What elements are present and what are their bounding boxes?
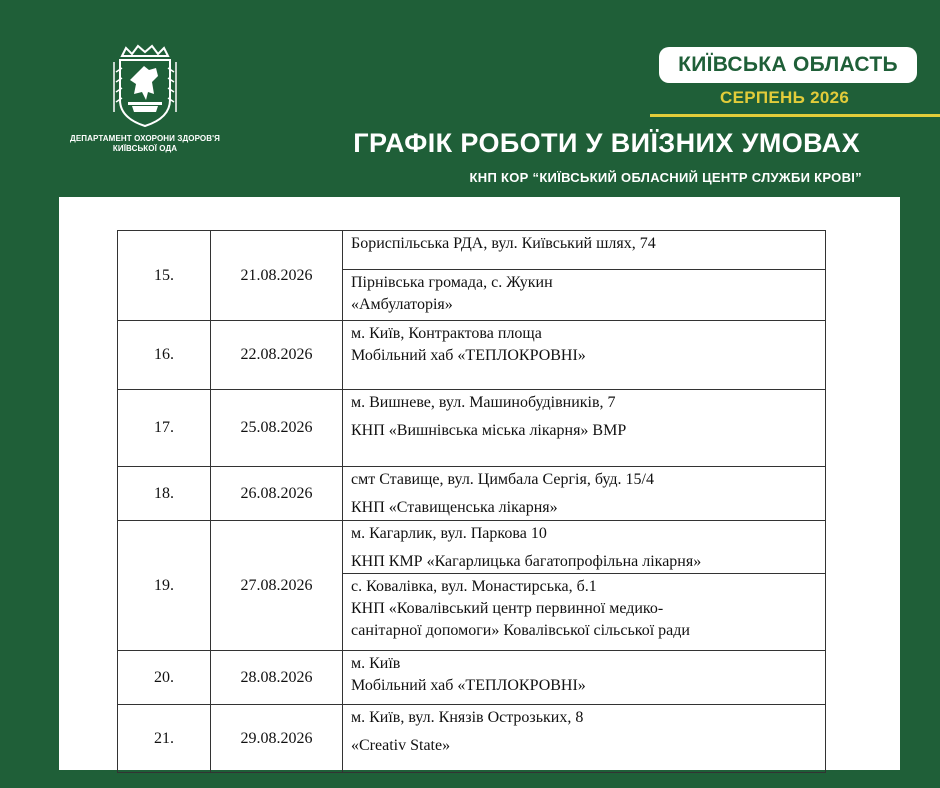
location-cell: [343, 390, 826, 467]
location-line: м. Кагарлик, вул. Паркова 10: [351, 525, 547, 542]
page-subtitle: КНП КОР “КИЇВСЬКИЙ ОБЛАСНИЙ ЦЕНТР СЛУЖБИ КРОВІ”: [469, 170, 862, 185]
location-cell: [343, 467, 826, 521]
row-date: 25.08.2026: [211, 390, 343, 467]
department-name: ДЕПАРТАМЕНТ ОХОРОНИ ЗДОРОВ'Я КИЇВСЬКОЇ ОДА: [70, 134, 220, 153]
location-line: м. Київ, Контрактова площа: [351, 325, 542, 342]
table-row: [118, 651, 826, 705]
row-date: 27.08.2026: [211, 521, 343, 651]
table-row: [118, 390, 826, 467]
coat-of-arms-icon: [112, 42, 178, 130]
location-line: Пірнівська громада, с. Жукин: [351, 274, 553, 291]
location-cell: [343, 651, 826, 705]
row-date: 22.08.2026: [211, 321, 343, 390]
accent-divider: [650, 114, 940, 117]
schedule-table: [117, 230, 826, 773]
location-cell: [343, 705, 826, 773]
location-line: КНП «Ставищенська лікарня»: [351, 499, 558, 516]
table-row: [118, 705, 826, 773]
location-line: «Creativ State»: [351, 737, 451, 754]
location-line: м. Київ, вул. Князів Острозьких, 8: [351, 709, 584, 726]
schedule-sheet: [59, 197, 900, 770]
row-date: 28.08.2026: [211, 651, 343, 705]
location-line: КНП «Вишнівська міська лікарня» ВМР: [351, 422, 627, 439]
location-cell: [343, 574, 826, 651]
location-line: смт Ставище, вул. Цимбала Сергія, буд. 15/4: [351, 471, 654, 488]
row-number: 16.: [118, 321, 211, 390]
row-number: 18.: [118, 467, 211, 521]
row-number: 15.: [118, 231, 211, 321]
month-label: СЕРПЕНЬ 2026: [720, 88, 850, 107]
location-cell: [343, 521, 826, 574]
location-line: Мобільний хаб «ТЕПЛОКРОВНІ»: [351, 677, 586, 694]
location-line: м. Київ: [351, 655, 401, 672]
location-line: санітарної допомоги» Ковалівської сільської ради: [351, 622, 690, 639]
table-row: [118, 321, 826, 390]
location-line: м. Вишневе, вул. Машинобудівників, 7: [351, 394, 616, 411]
page-title: ГРАФІК РОБОТИ У ВИЇЗНИХ УМОВАХ: [353, 128, 860, 158]
row-number: 19.: [118, 521, 211, 651]
row-date: 29.08.2026: [211, 705, 343, 773]
table-row: [118, 231, 826, 270]
row-date: 26.08.2026: [211, 467, 343, 521]
row-number: 21.: [118, 705, 211, 773]
region-badge: КИЇВСЬКА ОБЛАСТЬ: [659, 47, 917, 83]
location-line: с. Ковалівка, вул. Монастирська, б.1: [351, 578, 597, 595]
location-cell: [343, 321, 826, 390]
location-cell: [343, 270, 826, 321]
location-line: КНП КМР «Кагарлицька багатопрофільна лікарня»: [351, 553, 702, 570]
location-line: КНП «Ковалівський центр первинної медико-: [351, 600, 664, 617]
table-row: [118, 521, 826, 574]
location-line: Бориспільська РДА, вул. Київський шлях, 74: [351, 235, 656, 252]
row-date: 21.08.2026: [211, 231, 343, 321]
table-row: [118, 467, 826, 521]
location-cell: [343, 231, 826, 270]
row-number: 20.: [118, 651, 211, 705]
location-line: «Амбулаторія»: [351, 296, 453, 313]
location-line: Мобільний хаб «ТЕПЛОКРОВНІ»: [351, 347, 586, 364]
row-number: 17.: [118, 390, 211, 467]
